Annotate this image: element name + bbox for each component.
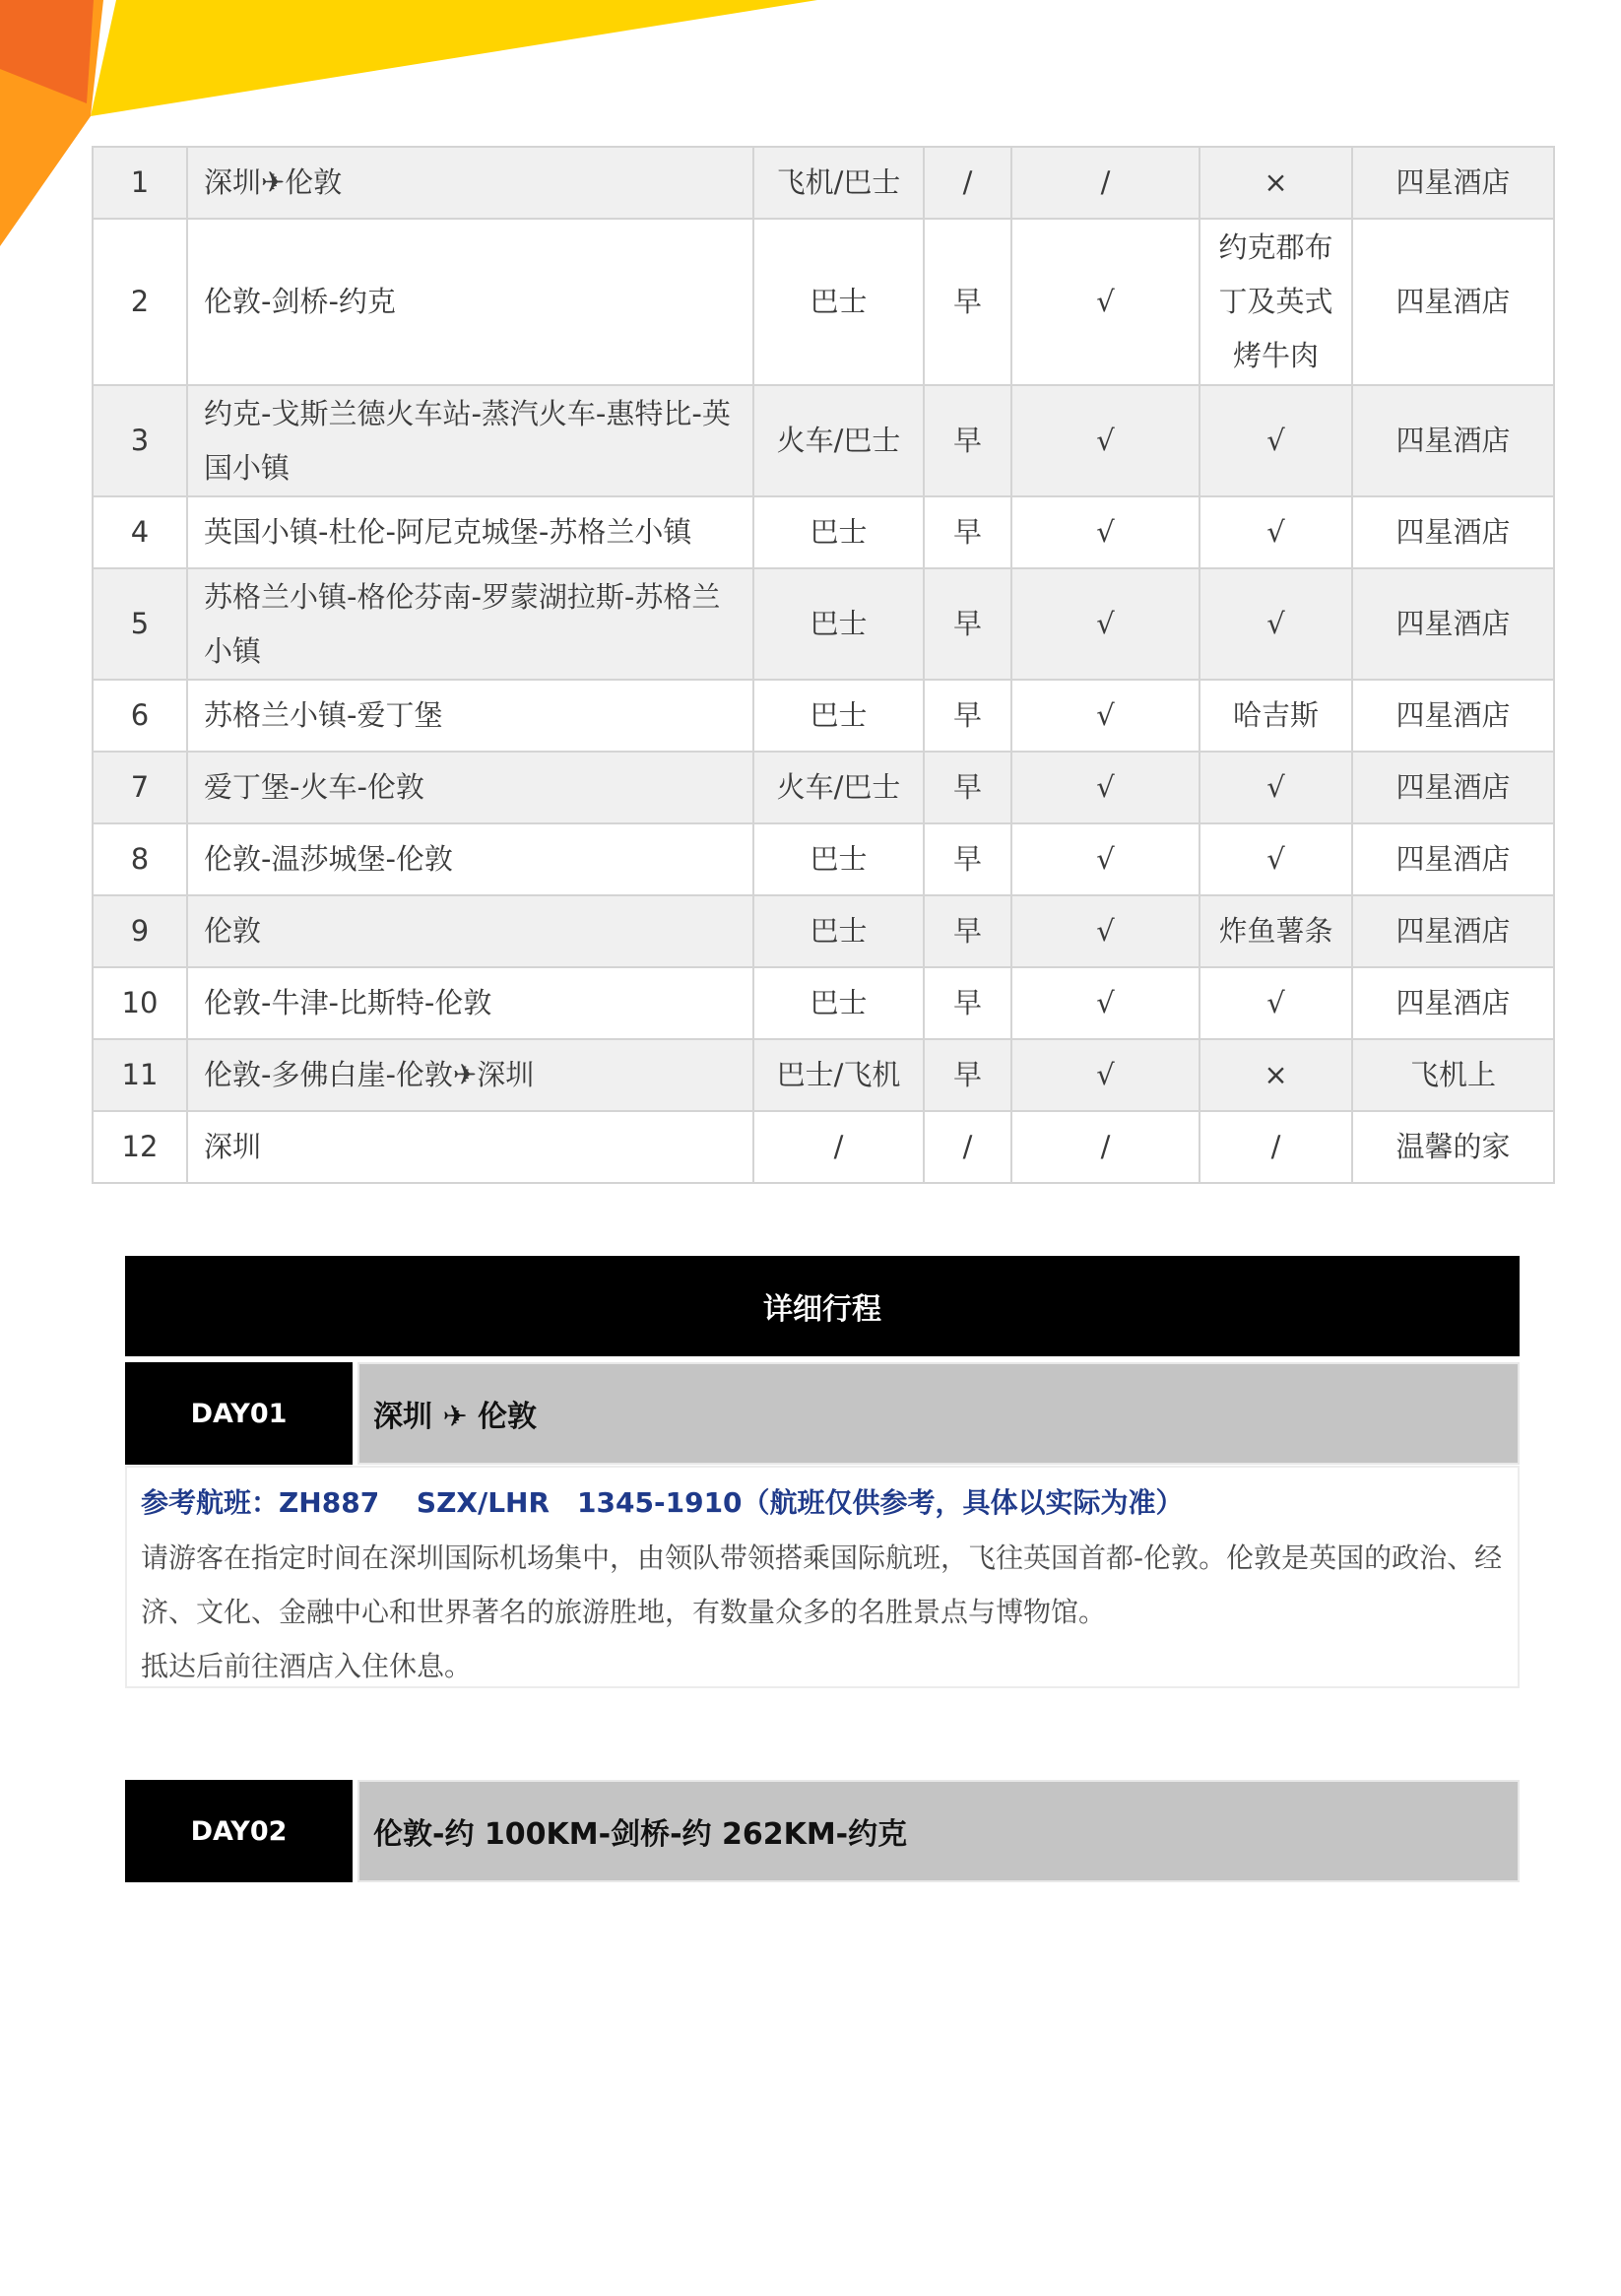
cell-hotel: 四星酒店 <box>1352 147 1554 219</box>
cell-route: 伦敦-多佛白崖-伦敦✈深圳 <box>187 1039 753 1111</box>
cell-breakfast: 早 <box>924 496 1011 568</box>
day01-label: DAY01 <box>125 1362 353 1465</box>
cell-route: 深圳 <box>187 1111 753 1183</box>
cell-route: 苏格兰小镇-爱丁堡 <box>187 680 753 752</box>
cell-day: 2 <box>93 219 187 385</box>
cell-day: 6 <box>93 680 187 752</box>
cell-transport: / <box>753 1111 924 1183</box>
cell-hotel: 四星酒店 <box>1352 895 1554 967</box>
cell-breakfast: 早 <box>924 568 1011 680</box>
table-row <box>93 568 1554 680</box>
cell-breakfast: 早 <box>924 895 1011 967</box>
cell-route: 伦敦-牛津-比斯特-伦敦 <box>187 967 753 1039</box>
cell-breakfast: 早 <box>924 967 1011 1039</box>
cell-transport: 巴士/飞机 <box>753 1039 924 1111</box>
cell-transport: 巴士 <box>753 219 924 385</box>
table-row <box>93 967 1554 1039</box>
cell-route: 伦敦-剑桥-约克 <box>187 219 753 385</box>
table-row <box>93 219 1554 385</box>
cell-lunch: / <box>1011 147 1200 219</box>
table-row <box>93 823 1554 895</box>
cell-day: 7 <box>93 752 187 823</box>
cell-lunch: / <box>1011 1111 1200 1183</box>
cell-hotel: 四星酒店 <box>1352 385 1554 496</box>
table-row <box>93 680 1554 752</box>
cell-transport: 巴士 <box>753 568 924 680</box>
cell-day: 3 <box>93 385 187 496</box>
cell-dinner: √ <box>1200 568 1352 680</box>
table-row <box>93 752 1554 823</box>
table-row <box>93 147 1554 219</box>
cell-dinner: √ <box>1200 496 1352 568</box>
cell-lunch: √ <box>1011 752 1200 823</box>
cell-transport: 飞机/巴士 <box>753 147 924 219</box>
cell-route: 深圳✈伦敦 <box>187 147 753 219</box>
cell-day: 10 <box>93 967 187 1039</box>
day02-label: DAY02 <box>125 1780 353 1882</box>
day02-title: 伦敦-约 100KM-剑桥-约 262KM-约克 <box>357 1780 1520 1882</box>
cell-transport: 巴士 <box>753 967 924 1039</box>
cell-transport: 火车/巴士 <box>753 752 924 823</box>
day01-header <box>125 1362 1520 1465</box>
cell-transport: 巴士 <box>753 496 924 568</box>
cell-lunch: √ <box>1011 568 1200 680</box>
detail-section-header: 详细行程 <box>125 1256 1520 1356</box>
cell-day: 12 <box>93 1111 187 1183</box>
cell-hotel: 四星酒店 <box>1352 568 1554 680</box>
cell-dinner: √ <box>1200 823 1352 895</box>
cell-breakfast: 早 <box>924 1039 1011 1111</box>
cell-lunch: √ <box>1011 219 1200 385</box>
cell-hotel: 四星酒店 <box>1352 219 1554 385</box>
cell-day: 8 <box>93 823 187 895</box>
cell-breakfast: / <box>924 147 1011 219</box>
day01-description-2: 抵达后前往酒店入住休息。 <box>141 1650 473 1682</box>
day01-body <box>125 1466 1520 1688</box>
cell-breakfast: 早 <box>924 680 1011 752</box>
table-row <box>93 895 1554 967</box>
cell-route: 伦敦 <box>187 895 753 967</box>
cell-breakfast: 早 <box>924 823 1011 895</box>
cell-lunch: √ <box>1011 895 1200 967</box>
cell-route: 英国小镇-杜伦-阿尼克城堡-苏格兰小镇 <box>187 496 753 568</box>
cell-lunch: √ <box>1011 823 1200 895</box>
table-row <box>93 1039 1554 1111</box>
cell-dinner: × <box>1200 147 1352 219</box>
cell-day: 1 <box>93 147 187 219</box>
cell-transport: 巴士 <box>753 680 924 752</box>
cell-hotel: 四星酒店 <box>1352 752 1554 823</box>
cell-route: 约克-戈斯兰德火车站-蒸汽火车-惠特比-英国小镇 <box>187 385 753 496</box>
cell-hotel: 飞机上 <box>1352 1039 1554 1111</box>
cell-day: 9 <box>93 895 187 967</box>
cell-hotel: 四星酒店 <box>1352 967 1554 1039</box>
cell-hotel: 温馨的家 <box>1352 1111 1554 1183</box>
table-row <box>93 1111 1554 1183</box>
cell-day: 5 <box>93 568 187 680</box>
cell-dinner: 哈吉斯 <box>1200 680 1352 752</box>
cell-lunch: √ <box>1011 967 1200 1039</box>
cell-lunch: √ <box>1011 680 1200 752</box>
day01-description: 请游客在指定时间在深圳国际机场集中，由领队带领搭乘国际航班，飞往英国首都-伦敦。伦敦是英国的政治、经济、文化、金融中心和世界著名的旅游胜地，有数量众多的名胜景点与博物馆。 <box>141 1542 1503 1628</box>
cell-transport: 火车/巴士 <box>753 385 924 496</box>
cell-breakfast: / <box>924 1111 1011 1183</box>
cell-dinner: √ <box>1200 967 1352 1039</box>
cell-day: 4 <box>93 496 187 568</box>
cell-lunch: √ <box>1011 1039 1200 1111</box>
cell-lunch: √ <box>1011 385 1200 496</box>
day01-title: 深圳 ✈ 伦敦 <box>357 1362 1520 1465</box>
cell-dinner: 炸鱼薯条 <box>1200 895 1352 967</box>
cell-dinner: √ <box>1200 385 1352 496</box>
cell-breakfast: 早 <box>924 385 1011 496</box>
day02-header <box>125 1780 1520 1882</box>
cell-route: 伦敦-温莎城堡-伦敦 <box>187 823 753 895</box>
table-row <box>93 385 1554 496</box>
cell-breakfast: 早 <box>924 752 1011 823</box>
cell-transport: 巴士 <box>753 895 924 967</box>
cell-dinner: √ <box>1200 752 1352 823</box>
cell-hotel: 四星酒店 <box>1352 680 1554 752</box>
cell-transport: 巴士 <box>753 823 924 895</box>
cell-breakfast: 早 <box>924 219 1011 385</box>
cell-lunch: √ <box>1011 496 1200 568</box>
cell-route: 苏格兰小镇-格伦芬南-罗蒙湖拉斯-苏格兰小镇 <box>187 568 753 680</box>
day01-flight-info: 参考航班：ZH887 SZX/LHR 1345-1910（航班仅供参考，具体以实际为准） <box>141 1486 1184 1519</box>
cell-hotel: 四星酒店 <box>1352 496 1554 568</box>
cell-route: 爱丁堡-火车-伦敦 <box>187 752 753 823</box>
cell-dinner: 约克郡布丁及英式烤牛肉 <box>1200 219 1352 385</box>
cell-day: 11 <box>93 1039 187 1111</box>
cell-hotel: 四星酒店 <box>1352 823 1554 895</box>
cell-dinner: / <box>1200 1111 1352 1183</box>
table-row <box>93 496 1554 568</box>
cell-dinner: × <box>1200 1039 1352 1111</box>
itinerary-summary-table <box>92 146 1555 1184</box>
